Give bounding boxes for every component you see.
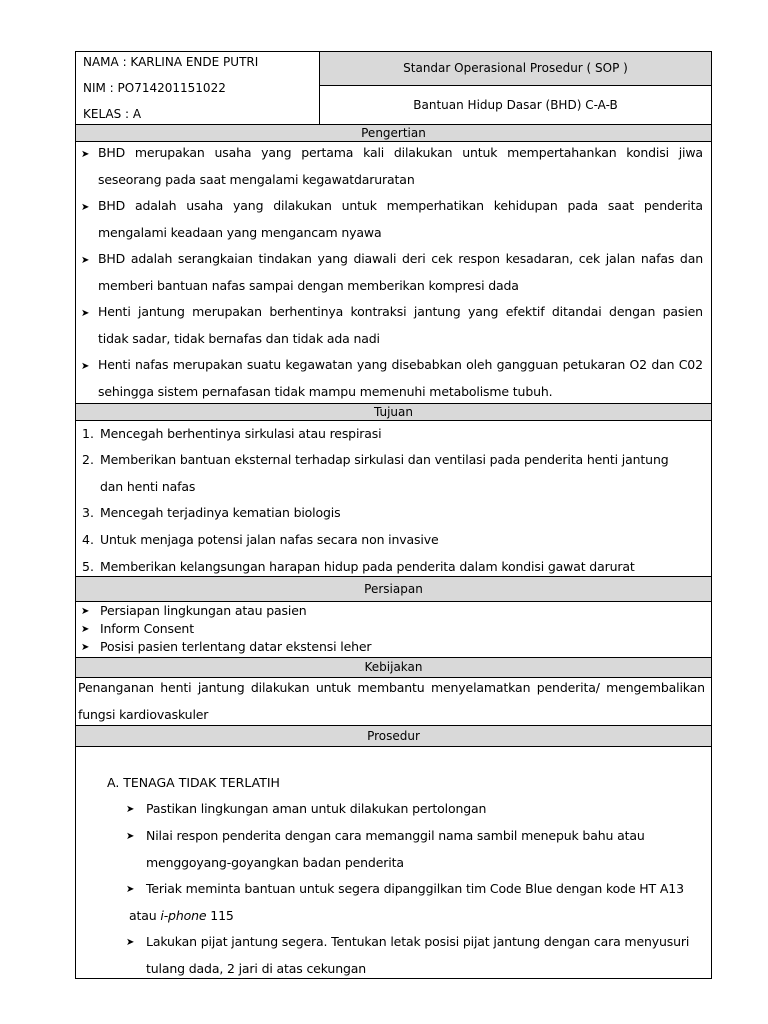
bullet-arrow-icon: ➤ [81,308,90,319]
sop-subtitle: Bantuan Hidup Dasar (BHD) C-A-B [413,98,618,112]
student-identity [76,52,320,125]
pengertian-item-2-line2: mengalami keadaan yang mengancam nyawa [98,225,382,240]
pengertian-item-2-line1: BHD adalah usaha yang dilakukan untuk memperhatikan kehidupan pada saat penderita [98,198,703,213]
prosedur-item-4-line1: Lakukan pijat jantung segera. Tentukan letak posisi pijat jantung dengan cara menyusuri [146,934,690,949]
bullet-arrow-icon: ➤ [81,624,90,635]
prosedur-item-3-line1: Teriak meminta bantuan untuk segera dipanggilkan tim Code Blue dengan kode HT A13 [146,881,684,896]
tujuan-number: 4. [82,532,94,547]
prosedur-item-3-line2-italic: i-phone [160,908,207,923]
pengertian-item-5-line2: sehingga sistem pernafasan tidak mampu memenuhi metabolisme tubuh. [98,384,553,399]
section-heading-pengertian: Pengertian [76,124,711,142]
student-class: KELAS : A [83,107,142,121]
student-name: NAMA : KARLINA ENDE PUTRI [83,55,259,69]
pengertian-item-3-line2: memberi bantuan nafas sampai dengan memberikan kompresi dada [98,278,519,293]
bullet-arrow-icon: ➤ [81,255,90,266]
tujuan-item-3: Mencegah terjadinya kematian biologis [100,505,341,520]
tujuan-number: 1. [82,426,94,441]
prosedur-item-2-line1: Nilai respon penderita dengan cara memanggil nama sambil menepuk bahu atau [146,828,645,843]
prosedur-item-4-line2: tulang dada, 2 jari di atas cekungan [146,961,367,976]
tujuan-item-1: Mencegah berhentinya sirkulasi atau respirasi [100,426,382,441]
prosedur-item-2-line2: menggoyang-goyangkan badan penderita [146,855,404,870]
sop-document [75,51,712,979]
bullet-arrow-icon: ➤ [126,937,135,948]
tujuan-item-5: Memberikan kelangsungan harapan hidup pada penderita dalam kondisi gawat darurat [100,559,635,574]
bullet-arrow-icon: ➤ [81,202,90,213]
prosedur-section-a-title: A. TENAGA TIDAK TERLATIH [107,775,280,790]
prosedur-item-3-line2-post: 115 [206,908,234,923]
pengertian-item-4-line1: Henti jantung merupakan berhentinya kontraksi jantung yang efektif ditandai dengan pasien [98,304,703,319]
sop-title: Standar Operasional Prosedur ( SOP ) [320,52,711,86]
tujuan-item-2-line1: Memberikan bantuan eksternal terhadap sirkulasi dan ventilasi pada penderita henti jantung [100,452,669,467]
section-heading-persiapan: Persiapan [76,576,711,602]
bullet-arrow-icon: ➤ [126,884,135,895]
kebijakan-line1: Penanganan henti jantung dilakukan untuk membantu menyelamatkan penderita/ mengembalikan [78,680,705,695]
bullet-arrow-icon: ➤ [81,642,90,653]
tujuan-item-4: Untuk menjaga potensi jalan nafas secara non invasive [100,532,439,547]
pengertian-item-3-line1: BHD adalah serangkaian tindakan yang diawali deri cek respon kesadaran, cek jalan nafas dan [98,251,703,266]
persiapan-item-1: Persiapan lingkungan atau pasien [100,603,307,618]
bullet-arrow-icon: ➤ [126,804,135,815]
tujuan-number: 5. [82,559,94,574]
student-nim: NIM : PO714201151022 [83,81,226,95]
prosedur-item-1: Pastikan lingkungan aman untuk dilakukan pertolongan [146,801,487,816]
section-heading-kebijakan: Kebijakan [76,657,711,678]
tujuan-number: 3. [82,505,94,520]
persiapan-item-3: Posisi pasien terlentang datar ekstensi leher [100,639,372,654]
persiapan-item-2: Inform Consent [100,621,194,636]
pengertian-item-1-line1: BHD merupakan usaha yang pertama kali dilakukan untuk mempertahankan kondisi jiwa [98,145,703,160]
pengertian-item-1-line2: seseorang pada saat mengalami kegawatdaruratan [98,172,415,187]
document-header [76,52,711,126]
bullet-arrow-icon: ➤ [81,361,90,372]
section-heading-tujuan: Tujuan [76,403,711,421]
pengertian-item-5-line1: Henti nafas merupakan suatu kegawatan yang disebabkan oleh gangguan petukaran O2 dan C02 [98,357,703,372]
section-heading-prosedur: Prosedur [76,725,711,747]
bullet-arrow-icon: ➤ [81,606,90,617]
kebijakan-line2: fungsi kardiovaskuler [78,707,209,722]
bullet-arrow-icon: ➤ [126,831,135,842]
pengertian-item-4-line2: tidak sadar, tidak bernafas dan tidak ada nadi [98,331,380,346]
tujuan-number: 2. [82,452,94,467]
prosedur-item-3-line2-pre: atau [129,908,161,923]
bullet-arrow-icon: ➤ [81,149,90,160]
prosedur-item-3-line2 [129,908,234,923]
tujuan-item-2-line2: dan henti nafas [100,479,196,494]
